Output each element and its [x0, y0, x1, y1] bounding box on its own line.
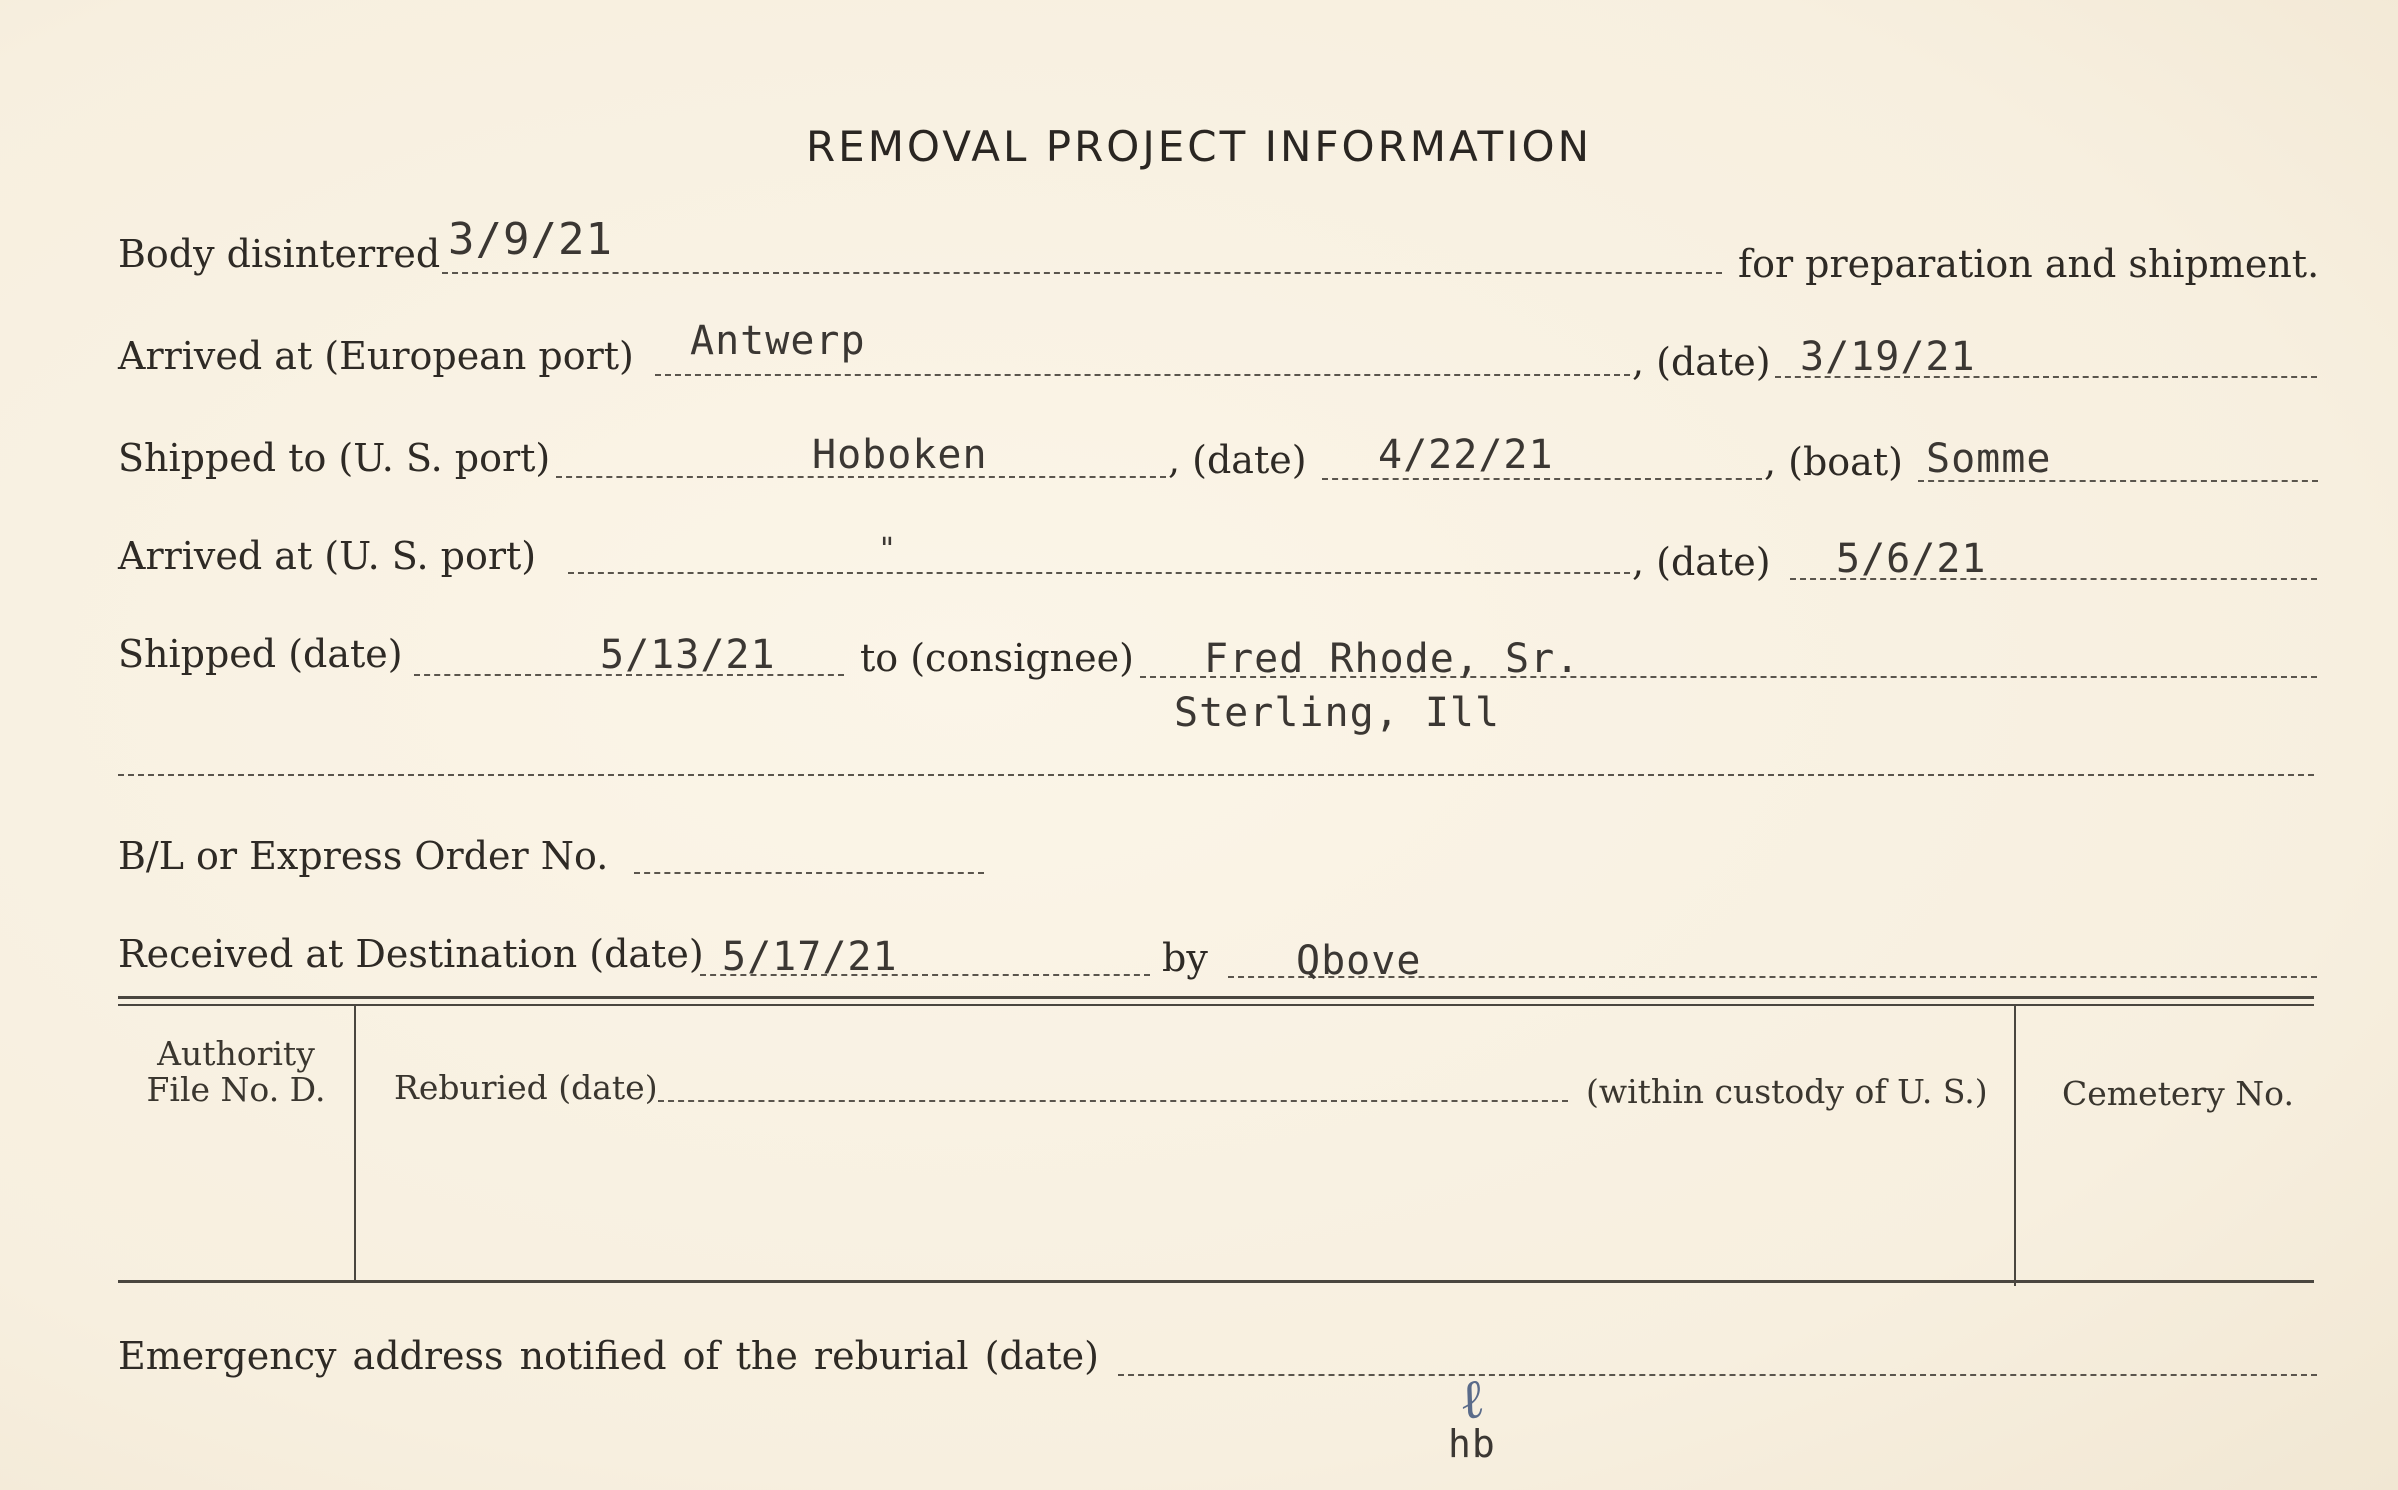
arrived-us-date: 5/6/21 — [1836, 536, 1987, 582]
boat-value: Somme — [1926, 436, 2052, 482]
arrived-us-label: Arrived at (U. S. port) — [118, 534, 537, 578]
consignee-extra-line — [118, 774, 2314, 776]
arrived-us-date-label: , (date) — [1632, 540, 1771, 584]
consignee-name: Fred Rhode, Sr. — [1204, 636, 1581, 682]
consignee-label: to (consignee) — [860, 636, 1134, 680]
cemetery-label: Cemetery No. — [2062, 1074, 2294, 1113]
shipped-us-date-line — [1322, 478, 1762, 480]
initials: hb — [1448, 1422, 1496, 1466]
european-port-line — [655, 374, 1630, 376]
arrived-us-line — [568, 572, 1630, 574]
arrived-us-ditto: " — [878, 532, 898, 567]
boat-label: , (boat) — [1764, 440, 1903, 484]
disinterred-line — [442, 272, 1722, 274]
authority-label: Authority — [157, 1034, 315, 1073]
shipped-us-date-label: , (date) — [1168, 438, 1307, 482]
shipped-us-date: 4/22/21 — [1378, 432, 1554, 478]
european-port-label: Arrived at (European port) — [118, 334, 634, 378]
european-port-value: Antwerp — [690, 318, 866, 364]
custody-label: (within custody of U. S.) — [1586, 1072, 1988, 1111]
received-by-value: Qbove — [1296, 938, 1422, 984]
disinterred-suffix: for preparation and shipment. — [1738, 242, 2320, 286]
table-right-divider — [2014, 1006, 2016, 1286]
reburied-label: Reburied (date) — [394, 1068, 658, 1107]
shipped-us-label: Shipped to (U. S. port) — [118, 436, 551, 480]
card-title: REMOVAL PROJECT INFORMATION — [805, 122, 1593, 171]
table-top-rule-inner — [118, 1004, 2314, 1006]
initials-flourish: ℓ — [1453, 1366, 1489, 1433]
table-left-divider — [354, 1004, 356, 1280]
emergency-line — [1118, 1374, 2317, 1376]
bl-line — [634, 872, 984, 874]
european-date-label: , (date) — [1632, 340, 1771, 384]
shipped-date-label: Shipped (date) — [118, 632, 403, 676]
received-label: Received at Destination (date) — [118, 932, 704, 976]
received-by-label: by — [1162, 936, 1208, 980]
shipped-us-port: Hoboken — [812, 432, 988, 478]
received-date: 5/17/21 — [722, 934, 898, 980]
disinterred-date: 3/9/21 — [448, 214, 613, 265]
authority-file-label: File No. D. — [146, 1070, 326, 1109]
consignee-address: Sterling, Ill — [1174, 690, 1501, 736]
emergency-label: Emergency address notified of the reburial (date) — [118, 1334, 1099, 1378]
shipped-date-value: 5/13/21 — [600, 632, 776, 678]
table-top-rule — [118, 996, 2314, 999]
table-bottom-rule — [118, 1280, 2314, 1283]
reburied-line — [658, 1100, 1568, 1102]
disinterred-label: Body disinterred — [118, 232, 441, 276]
european-date-value: 3/19/21 — [1800, 334, 1976, 380]
bl-label: B/L or Express Order No. — [118, 834, 609, 878]
